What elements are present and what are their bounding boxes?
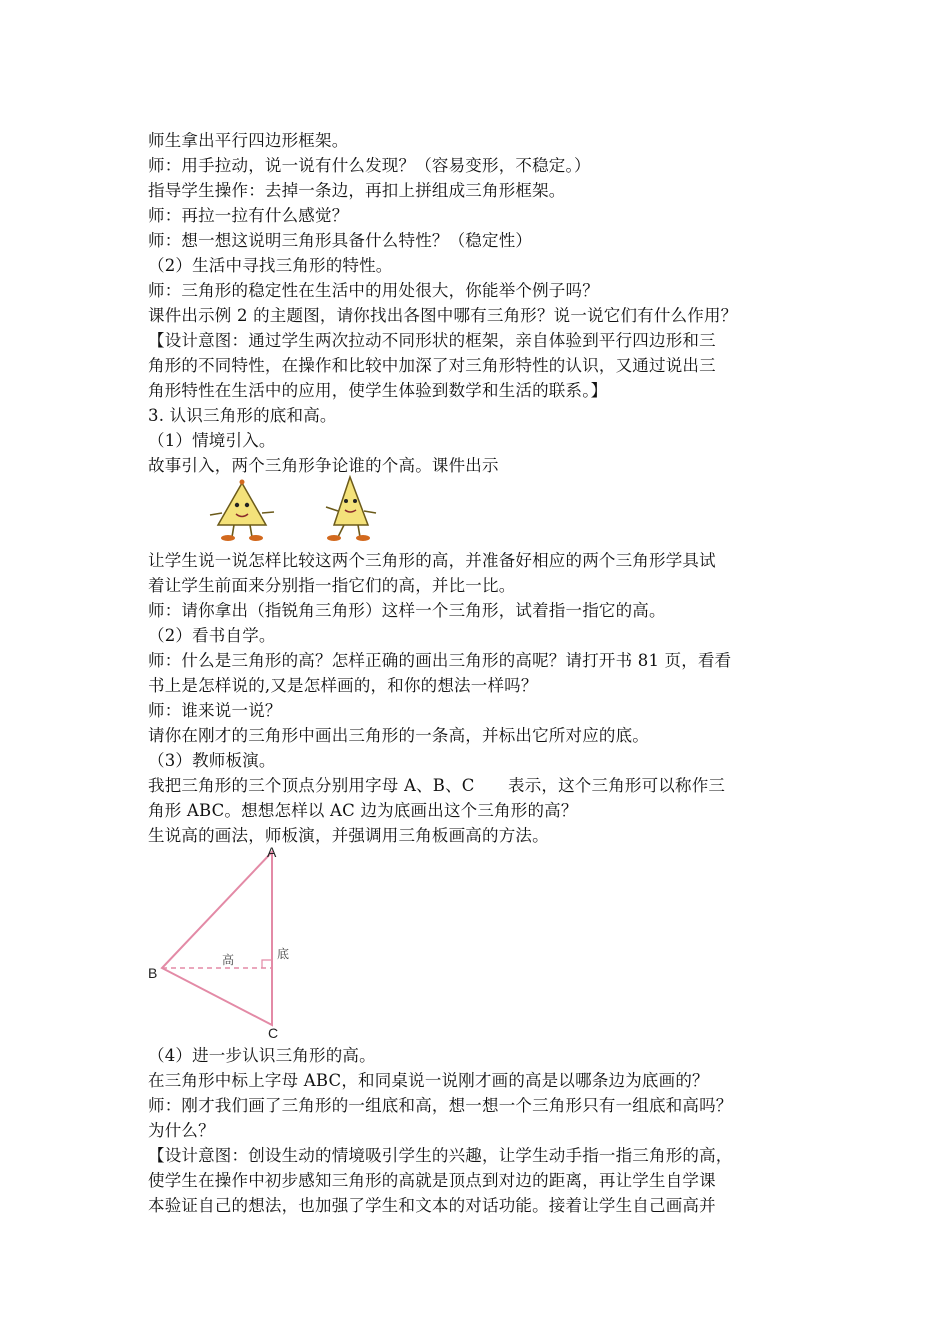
vertex-c-label: C	[268, 1025, 279, 1040]
text-line: （1）情境引入。	[148, 431, 276, 450]
text-line: 让学生说一说怎样比较这两个三角形的高，并准备好相应的两个三角形学具试	[148, 551, 716, 570]
design-intent-text: 使学生在操作中初步感知三角形的高就是顶点到对边的距离，再让学生自学课	[148, 1171, 716, 1190]
text-line: 生说高的画法，师板演，并强调用三角板画高的方法。	[148, 826, 549, 845]
text-line: 在三角形中标上字母 ABC，和同桌说一说刚才画的高是以哪条边为底画的？	[148, 1071, 709, 1090]
text-line: 我把三角形的三个顶点分别用字母 A、B、C 表示，这个三角形可以称作三	[148, 776, 726, 795]
text-line: （2）看书自学。	[148, 626, 276, 645]
text-line: 角形 ABC。想想怎样以 AC 边为底画出这个三角形的高？	[148, 801, 578, 820]
base-label: 底	[277, 947, 290, 961]
short-triangle-character	[210, 480, 274, 542]
right-angle-mark	[262, 960, 272, 968]
triangle-abc-diagram	[140, 840, 300, 1040]
text-line: 师：再拉一拉有什么感觉？	[148, 206, 349, 225]
design-intent-text: 【设计意图：通过学生两次拉动不同形状的框架，亲自体验到平行四边形和三	[148, 331, 716, 350]
design-intent-text: 角形特性在生活中的应用，使学生体验到数学和生活的联系。】	[148, 381, 608, 400]
text-line: 着让学生前面来分别指一指它们的高，并比一比。	[148, 576, 516, 595]
text-line: 师生拿出平行四边形框架。	[148, 131, 349, 150]
design-intent-text: 本验证自己的想法，也加强了学生和文本的对话功能。接着让学生自己画高并	[148, 1196, 716, 1215]
tall-triangle-character	[326, 477, 376, 541]
text-line: 师：刚才我们画了三角形的一组底和高，想一想一个三角形只有一组底和高吗？	[148, 1096, 733, 1115]
section-heading: 3. 认识三角形的底和高。	[148, 406, 337, 425]
text-line: 请你在刚才的三角形中画出三角形的一条高，并标出它所对应的底。	[148, 726, 649, 745]
text-line: 为什么？	[148, 1121, 215, 1140]
text-line: （2）生活中寻找三角形的特性。	[148, 256, 393, 275]
triangle-outline	[162, 852, 272, 1025]
vertex-a-label: A	[267, 844, 277, 860]
text-line: 师：三角形的稳定性在生活中的用处很大，你能举个例子吗？	[148, 281, 599, 300]
text-line: 师：什么是三角形的高？怎样正确的画出三角形的高呢？请打开书 81 页，看看	[148, 651, 732, 670]
text-line: （3）教师板演。	[148, 751, 276, 770]
text-line: 师：请你拿出（指锐角三角形）这样一个三角形，试着指一指它的高。	[148, 601, 666, 620]
vertex-b-label: B	[148, 965, 158, 981]
design-intent-text: 角形的不同特性，在操作和比较中加深了对三角形特性的认识，又通过说出三	[148, 356, 716, 375]
text-line: 师：想一想这说明三角形具备什么特性？（稳定性）	[148, 231, 533, 250]
text-line: 指导学生操作：去掉一条边，再扣上拼组成三角形框架。	[148, 181, 566, 200]
text-line: （4）进一步认识三角形的高。	[148, 1046, 376, 1065]
design-intent-text: 【设计意图：创设生动的情境吸引学生的兴趣，让学生动手指一指三角形的高，	[148, 1146, 733, 1165]
text-line: 师：谁来说一说？	[148, 701, 282, 720]
text-line: 课件出示例 2 的主题图，请你找出各图中哪有三角形？说一说它们有什么作用？	[148, 306, 738, 325]
text-line: 故事引入，两个三角形争论谁的个高。课件出示	[148, 456, 499, 475]
cartoon-triangles-image	[200, 475, 385, 547]
text-line: 师：用手拉动，说一说有什么发现？（容易变形，不稳定。）	[148, 156, 591, 175]
height-label: 高	[222, 953, 235, 967]
text-line: 书上是怎样说的,又是怎样画的，和你的想法一样吗？	[148, 676, 538, 695]
